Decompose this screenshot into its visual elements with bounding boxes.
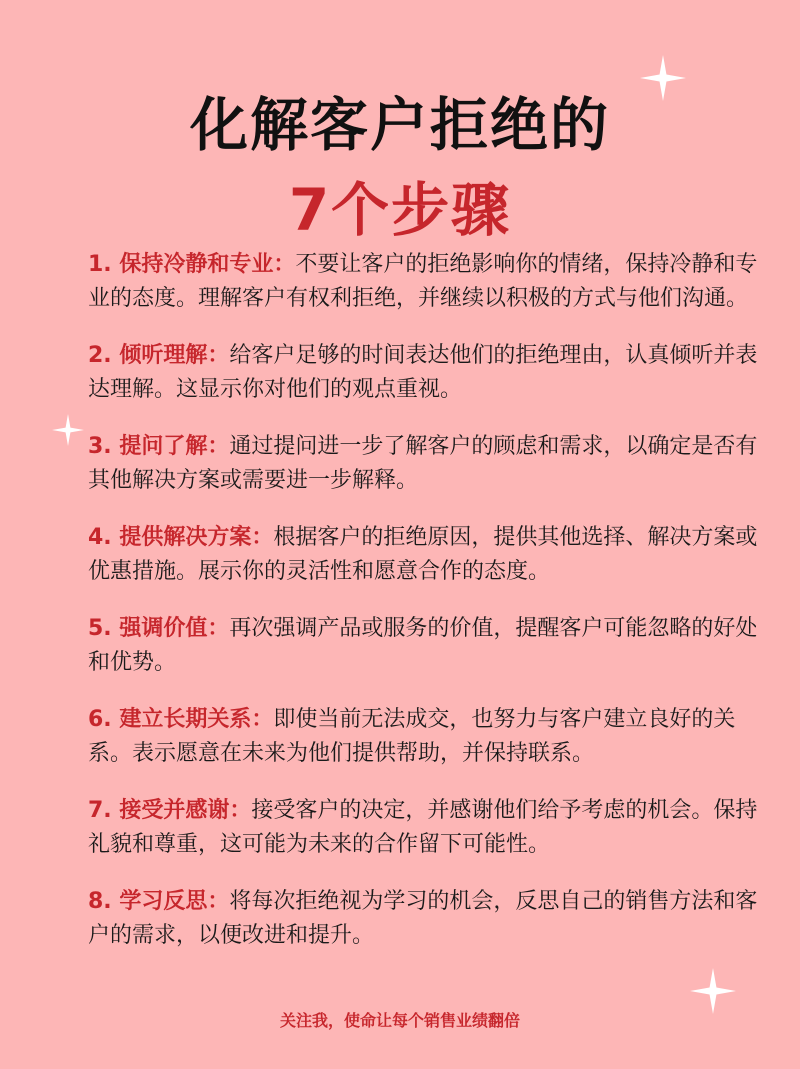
step-item-5: [88, 612, 758, 703]
step-text: 接受客户的决定，并感谢他们给予考虑的机会。保持礼貌和尊重，这可能为未来的合作留下可能性。: [88, 798, 758, 857]
step-label: 4. 提供解决方案：: [88, 525, 274, 550]
step-item-7: [88, 794, 758, 885]
step-item-3: [88, 430, 758, 521]
step-item-2: [88, 339, 758, 430]
step-item-4: [88, 521, 758, 612]
step-text: 根据客户的拒绝原因，提供其他选择、解决方案或优惠措施。展示你的灵活性和愿意合作的态度。: [88, 525, 758, 584]
step-text: 给客户足够的时间表达他们的拒绝理由，认真倾听并表达理解。这显示你对他们的观点重视。: [88, 343, 758, 402]
step-text: 将每次拒绝视为学习的机会，反思自己的销售方法和客户的需求，以便改进和提升。: [88, 889, 758, 948]
step-text: 再次强调产品或服务的价值，提醒客户可能忽略的好处和优势。: [88, 616, 758, 675]
step-label: 5. 强调价值：: [88, 616, 230, 641]
step-label: 6. 建立长期关系：: [88, 707, 274, 732]
steps-list: [88, 248, 758, 976]
step-item-6: [88, 703, 758, 794]
step-text: 不要让客户的拒绝影响你的情绪，保持冷静和专业的态度。理解客户有权利拒绝，并继续以积极的方式与他们沟通。: [88, 252, 758, 311]
step-item-8: [88, 885, 758, 976]
step-label: 1. 保持冷静和专业：: [88, 252, 296, 277]
step-label: 3. 提问了解：: [88, 434, 230, 459]
step-label: 7. 接受并感谢：: [88, 798, 252, 823]
page-subtitle: 7个步骤: [288, 176, 512, 244]
step-item-1: [88, 248, 758, 339]
step-label: 8. 学习反思：: [88, 889, 230, 914]
sparkle-icon: [52, 414, 84, 446]
step-label: 2. 倾听理解：: [88, 343, 230, 368]
step-text: 即使当前无法成交，也努力与客户建立良好的关系。表示愿意在未来为他们提供帮助，并保持联系。: [88, 707, 736, 766]
step-text: 通过提问进一步了解客户的顾虑和需求，以确定是否有其他解决方案或需要进一步解释。: [88, 434, 758, 493]
footer-text: 关注我，使命让每个销售业绩翻倍: [279, 1011, 520, 1030]
page-title: 化解客户拒绝的: [189, 91, 610, 159]
